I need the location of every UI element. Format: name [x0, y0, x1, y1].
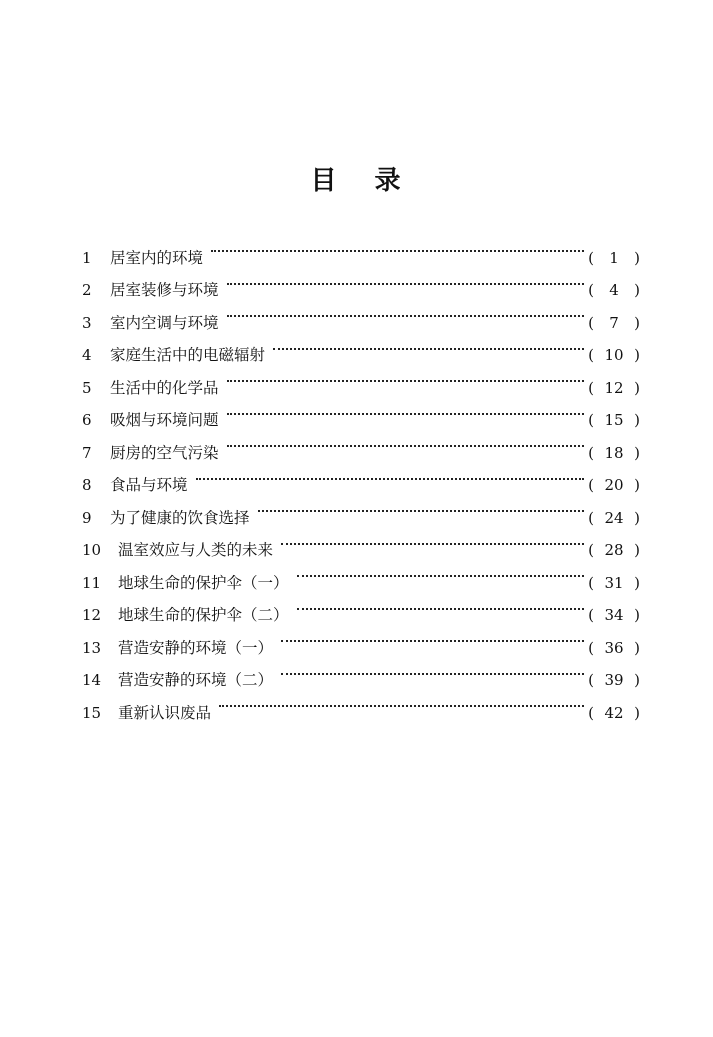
toc-entry	[82, 230, 642, 267]
toc-dot-leader	[196, 458, 584, 491]
page-paren-close: )	[634, 508, 640, 527]
page-paren-open: (	[588, 671, 594, 689]
toc-dot-leader	[227, 263, 584, 296]
page-paren-open: (	[588, 703, 594, 722]
page-number: 7	[609, 313, 619, 332]
toc-dot-leader	[273, 328, 584, 361]
page-paren-open: (	[588, 638, 594, 657]
page-number: 1	[609, 248, 619, 267]
toc-entry-number: 4	[82, 346, 92, 364]
page-number: 34	[604, 606, 624, 624]
toc-entry-title: 居室内的环境	[110, 248, 204, 267]
toc-entry-page	[586, 307, 642, 340]
toc-entry-number: 14	[82, 671, 102, 689]
toc-entry-title: 家庭生活中的电磁辐射	[110, 346, 266, 364]
page-paren-close: )	[634, 671, 640, 689]
page-title	[0, 160, 713, 197]
toc-entry-page	[586, 502, 642, 535]
toc-dot-leader	[219, 685, 584, 718]
toc-entry-number: 5	[82, 378, 92, 397]
toc-entry-page	[586, 242, 642, 275]
toc-entry-title: 营造安静的环境（二）	[118, 671, 274, 689]
toc-entry-number: 13	[82, 638, 102, 657]
toc-entry-page	[586, 632, 642, 665]
page-paren-close: )	[634, 573, 640, 592]
page-number: 20	[604, 476, 624, 494]
toc-dot-leader	[227, 360, 584, 393]
toc-entry-number: 9	[82, 508, 92, 527]
toc-entry-title: 生活中的化学品	[110, 378, 219, 397]
page-number: 39	[604, 671, 624, 689]
page-paren-close: )	[634, 411, 640, 429]
page-number: 18	[604, 443, 624, 462]
toc-entry-number: 6	[82, 411, 92, 429]
page-number: 12	[604, 378, 624, 397]
toc-entry-page	[586, 274, 642, 307]
page-number: 31	[604, 573, 624, 592]
toc-dot-leader	[227, 295, 584, 328]
toc-dot-leader	[258, 490, 584, 523]
toc-entry-number: 10	[82, 541, 102, 559]
toc-entry-title: 营造安静的环境（一）	[118, 638, 274, 657]
page-paren-close: )	[634, 606, 640, 624]
page-paren-open: (	[588, 443, 594, 462]
page-paren-close: )	[634, 443, 640, 462]
title-char-1: 目	[310, 166, 339, 196]
toc-entry-number: 12	[82, 606, 102, 624]
page-number: 42	[604, 703, 624, 722]
toc-entry-number: 2	[82, 281, 92, 299]
page-number: 28	[604, 541, 624, 559]
toc-entry-page	[586, 372, 642, 405]
toc-entry-title: 温室效应与人类的未来	[118, 541, 274, 559]
page-paren-open: (	[588, 606, 594, 624]
page-paren-close: )	[634, 248, 640, 267]
toc-entry-number: 3	[82, 313, 92, 332]
toc-entry-number: 15	[82, 703, 102, 722]
toc-dot-leader	[227, 393, 584, 426]
page-paren-open: (	[588, 248, 594, 267]
page-paren-open: (	[588, 281, 594, 299]
page-number: 24	[604, 508, 624, 527]
toc-dot-leader	[281, 620, 584, 653]
toc-entry-title: 室内空调与环境	[110, 313, 219, 332]
page-paren-close: )	[634, 313, 640, 332]
toc-dot-leader	[281, 653, 584, 686]
toc-dot-leader	[227, 425, 584, 458]
toc-entry-number: 11	[82, 573, 102, 592]
toc-entry-page	[586, 664, 642, 697]
page-paren-close: )	[634, 378, 640, 397]
page-paren-open: (	[588, 508, 594, 527]
toc-entry-page	[586, 339, 642, 372]
toc-entry-page	[586, 599, 642, 632]
page-paren-close: )	[634, 638, 640, 657]
table-of-contents	[82, 230, 642, 722]
toc-entry-title: 吸烟与环境问题	[110, 411, 219, 429]
toc-entry-title: 地球生命的保护伞（一）	[118, 573, 289, 592]
toc-entry-title: 地球生命的保护伞（二）	[118, 606, 289, 624]
toc-entry-page	[586, 567, 642, 600]
toc-dot-leader	[297, 555, 584, 588]
page-paren-open: (	[588, 378, 594, 397]
page-paren-open: (	[588, 573, 594, 592]
toc-entry-title: 食品与环境	[110, 476, 188, 494]
toc-entry-title: 厨房的空气污染	[110, 443, 219, 462]
toc-dot-leader	[281, 523, 584, 556]
toc-entry-number: 8	[82, 476, 92, 494]
toc-dot-leader	[211, 230, 584, 263]
page-paren-open: (	[588, 541, 594, 559]
toc-entry-title: 为了健康的饮食选择	[110, 508, 250, 527]
toc-entry-page	[586, 437, 642, 470]
page-paren-open: (	[588, 346, 594, 364]
page-paren-close: )	[634, 281, 640, 299]
page-number: 15	[604, 411, 624, 429]
page-paren-open: (	[588, 476, 594, 494]
toc-entry-title: 居室装修与环境	[110, 281, 219, 299]
toc-entry-page	[586, 534, 642, 567]
toc-entry-page	[586, 404, 642, 437]
toc-dot-leader	[297, 588, 584, 621]
page-paren-open: (	[588, 313, 594, 332]
title-char-2: 录	[374, 166, 403, 196]
toc-entry-number: 1	[82, 248, 92, 267]
page-paren-close: )	[634, 476, 640, 494]
page-paren-close: )	[634, 703, 640, 722]
page-paren-close: )	[634, 541, 640, 559]
toc-entry-title: 重新认识废品	[118, 703, 212, 722]
page-paren-close: )	[634, 346, 640, 364]
page-paren-open: (	[588, 411, 594, 429]
page-number: 4	[609, 281, 619, 299]
page-number: 36	[604, 638, 624, 657]
page-number: 10	[604, 346, 624, 364]
toc-entry-page	[586, 469, 642, 502]
toc-entry-page	[586, 697, 642, 730]
toc-entry-number: 7	[82, 443, 92, 462]
